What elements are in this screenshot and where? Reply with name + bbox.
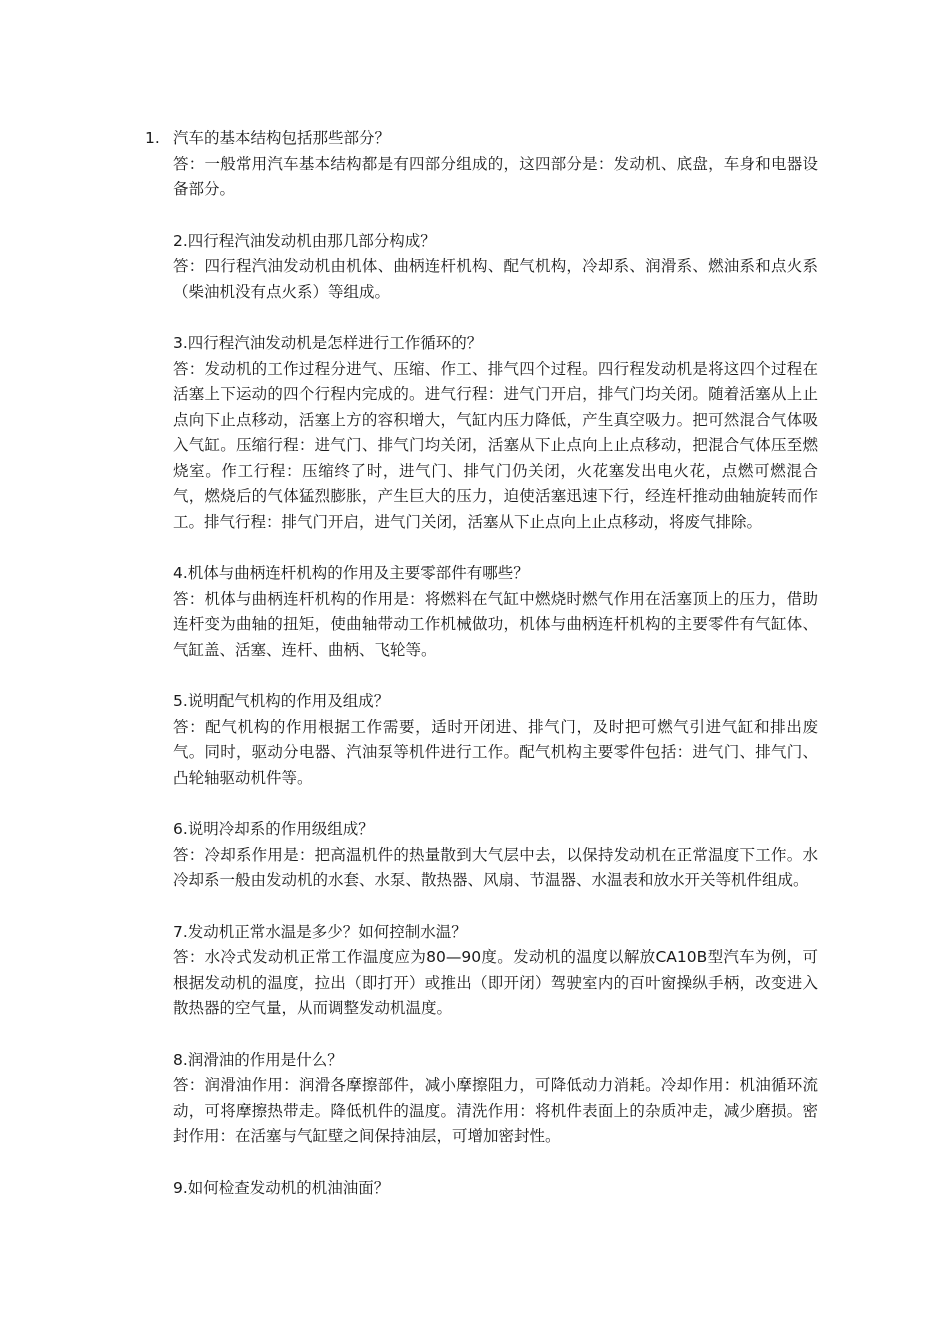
qa-item-7 (173, 920, 818, 1022)
qa-item-6 (173, 817, 818, 894)
question-1: 汽车的基本结构包括那些部分？ (173, 129, 391, 147)
answer-7: 答：水冷式发动机正常工作温度应为80—90度。发动机的温度以解放CA10B型汽车为例，可根据发动机的温度，拉出（即打开）或推出（即开闭）驾驶室内的百叶窗操纵手柄，改变进入散热器的空气量，从而调整发动机温度。 (173, 948, 818, 1017)
answer-3: 答：发动机的工作过程分进气、压缩、作工、排气四个过程。四行程发动机是将这四个过程在活塞上下运动的四个行程内完成的。进气行程：进气门开启，排气门均关闭。随着活塞从上止点向下止点移动，活塞上方的容积增大，气缸内压力降低，产生真空吸力。把可然混合气体吸入气缸。压缩行程：进气门、排气门均关闭，活塞从下止点向上止点移动，把混合气体压至燃烧室。作工行程：压缩终了时，进气门、排气门仍关闭，火花塞发出电火花，点燃可燃混合气，燃烧后的气体猛烈膨胀，产生巨大的压力，迫使活塞迅速下行，经连杆推动曲轴旋转而作工。排气行程：排气门开启，进气门关闭，活塞从下止点向上止点移动，将废气排除。 (173, 359, 818, 531)
answer-5: 答：配气机构的作用根据工作需要，适时开闭进、排气门，及时把可燃气引进气缸和排出废气。同时，驱动分电器、汽油泵等机件进行工作。配气机构主要零件包括：进气门、排气门、凸轮轴驱动机件等。 (173, 717, 818, 787)
answer-8: 答：润滑油作用：润滑各摩擦部件，减小摩擦阻力，可降低动力消耗。冷却作用：机油循环流动，可将摩擦热带走。降低机件的温度。清洗作用：将机件表面上的杂质冲走，减少磨损。密封作用：在活塞与气缸壁之间保持油层，可增加密封性。 (173, 1076, 818, 1145)
question-8: 8.润滑油的作用是什么？ (173, 1050, 343, 1069)
qa-item-1 (145, 126, 818, 203)
answer-4: 答：机体与曲柄连杆机构的作用是：将燃料在气缸中燃烧时燃气作用在活塞顶上的压力，借助连杆变为曲轴的扭矩，使曲轴带动工作机械做功，机体与曲柄连杆机构的主要零件有气缸体、气缸盖、活塞、连杆、曲柄、飞轮等。 (173, 589, 818, 659)
qa-item-4 (173, 561, 818, 663)
question-5: 5.说明配气机构的作用及组成？ (173, 692, 390, 710)
qa-item-5 (173, 689, 818, 791)
question-7: 7.发动机正常水温是多少？如何控制水温？ (173, 922, 467, 941)
qa-item-8 (173, 1048, 818, 1150)
qa-item-2 (173, 229, 818, 306)
list-number: 1. (145, 129, 160, 147)
answer-1: 答：一般常用汽车基本结构都是有四部分组成的，这四部分是：发动机、底盘，车身和电器设备部分。 (173, 154, 818, 198)
question-3: 3.四行程汽油发动机是怎样进行工作循环的？ (173, 334, 483, 352)
qa-item-3 (173, 331, 818, 535)
qa-list (145, 126, 818, 1227)
answer-2: 答：四行程汽油发动机由机体、曲柄连杆机构、配气机构，冷却系、润滑系、燃油系和点火系（柴油机没有点火系）等组成。 (173, 257, 818, 301)
question-4: 4.机体与曲柄连杆机构的作用及主要零部件有哪些？ (173, 564, 529, 582)
question-6: 6.说明冷却系的作用级组成？ (173, 820, 374, 838)
answer-6: 答：冷却系作用是：把高温机件的热量散到大气层中去，以保持发动机在正常温度下工作。水冷却系一般由发动机的水套、水泵、散热器、风扇、节温器、水温表和放水开关等机件组成。 (173, 845, 818, 889)
qa-item-9 (173, 1176, 818, 1202)
question-9: 9.如何检查发动机的机油油面？ (173, 1178, 390, 1197)
question-2: 2.四行程汽油发动机由那几部分构成？ (173, 231, 436, 250)
